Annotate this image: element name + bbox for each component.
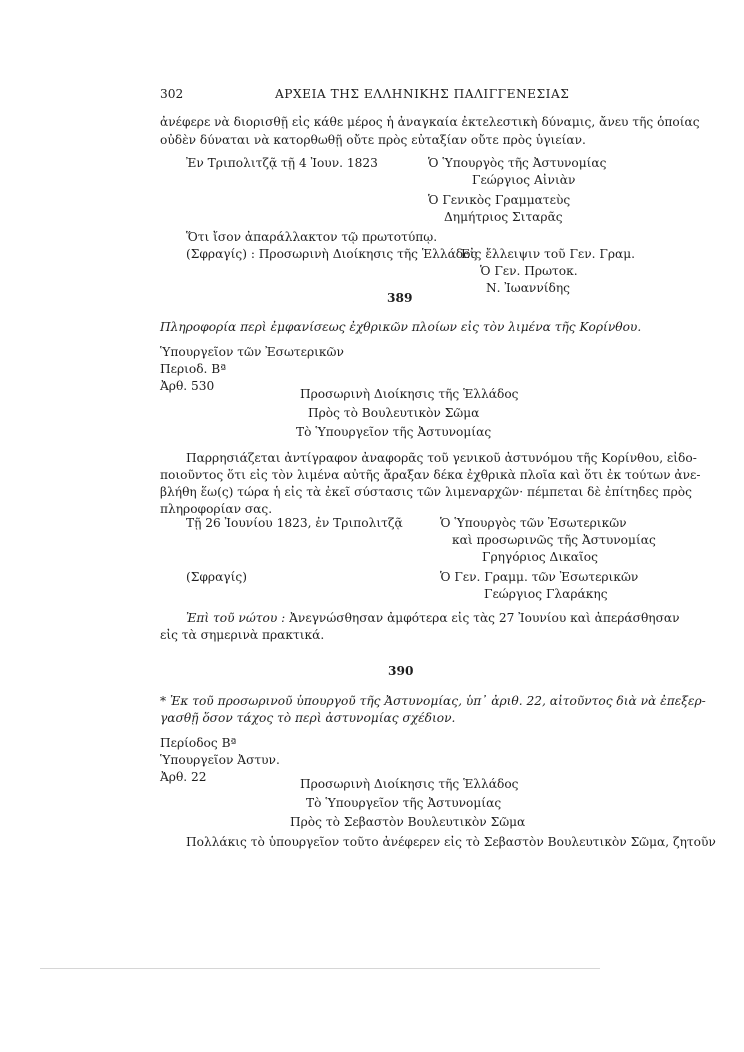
doc390-address-3: Πρὸς τὸ Σεβαστὸν Βουλευτικὸν Σῶμα — [290, 815, 526, 829]
doc389-body-line-2: ποιοῦντος ὅτι εἰς τὸν λιμένα αὐτῆς ἄραξαν δέκα ἐχθρικὰ πλοῖα καὶ ὅτι ἐκ τούτων ἀνε- — [160, 468, 701, 482]
doc388-seal-line: (Σφραγίς) : Προσωρινὴ Διοίκησις τῆς Ἑλλάδος — [186, 247, 478, 261]
doc389-body-line-4: πληροφορίαν σας. — [160, 502, 273, 516]
doc388-absence-line: Εἰς ἔλλειψιν τοῦ Γεν. Γραμ. — [461, 247, 636, 261]
doc389-address-2: Πρὸς τὸ Βουλευτικὸν Σῶμα — [308, 406, 480, 420]
doc389-ministry: Ὑπουργεῖον τῶν Ἐσωτερικῶν — [160, 345, 344, 359]
doc389-signatory-1-line-2: καὶ προσωρινῶς τῆς Ἀστυνομίας — [452, 533, 656, 547]
doc389-signatory-1-name: Γρηγόριος Δικαῖος — [482, 550, 598, 564]
doc388-paragraph-line-1: ἀνέφερε νὰ διορισθῇ εἰς κάθε μέρος ἡ ἀναγκαία ἐκτελεστικὴ δύναμις, ἄνευ τῆς ὁποίας — [160, 115, 700, 129]
doc389-number: 389 — [387, 291, 413, 305]
doc390-address-1: Προσωρινὴ Διοίκησις τῆς Ἑλλάδος — [300, 777, 519, 791]
doc389-verso-line-2: εἰς τὰ σημερινὰ πρακτικά. — [160, 628, 325, 642]
doc388-signatory-1-name: Γεώργιος Αἰνιὰν — [472, 173, 576, 187]
running-title: ΑΡΧΕΙΑ ΤΗΣ ΕΛΛΗΝΙΚΗΣ ΠΑΛΙΓΓΕΝΕΣΙΑΣ — [275, 87, 570, 101]
doc389-body-line-1: Παρρησιάζεται ἀντίγραφον ἀναφορᾶς τοῦ γενικοῦ ἀστυνόμου τῆς Κορίνθου, εἰδο- — [186, 451, 697, 465]
doc388-signatory-2-title: Ὁ Γενικὸς Γραμματεὺς — [428, 193, 571, 207]
page-number: 302 — [160, 87, 184, 101]
doc388-copy-note: Ὅτι ἴσον ἀπαράλλακτον τῷ πρωτοτύπῳ. — [186, 230, 438, 244]
doc390-body-start: Πολλάκις τὸ ὑπουργεῖον τοῦτο ἀνέφερεν εἰς τὸ Σεβαστὸν Βουλευτικὸν Σῶμα, ζητοῦν — [186, 835, 716, 849]
doc389-verso-label: Ἐπὶ τοῦ νώτου : — [186, 611, 286, 625]
doc389-verso-text: Ἀνεγνώσθησαν ἀμφότερα εἰς τὰς 27 Ἰουνίου καὶ ἀπεράσθησαν — [289, 611, 680, 625]
doc389-address-1: Προσωρινὴ Διοίκησις τῆς Ἑλλάδος — [300, 387, 519, 401]
doc389-verso-line-1 — [186, 610, 680, 626]
doc389-number-ref: Ἀρθ. 530 — [160, 379, 215, 393]
doc389-signatory-2-title: Ὁ Γεν. Γραμμ. τῶν Ἐσωτερικῶν — [440, 570, 639, 584]
doc390-number: 390 — [388, 664, 414, 678]
doc388-place-date: Ἐν Τριπολιτζᾷ τῇ 4 Ἰουν. 1823 — [186, 156, 378, 170]
doc390-summary-line-2: γασθῇ ὅσον τάχος τὸ περὶ ἀστυνομίας σχέδιον. — [160, 711, 456, 725]
doc390-ministry: Ὑπουργεῖον Ἀστυν. — [160, 753, 280, 767]
doc389-body-line-3: βλήθη ἕω(ς) τώρα ἡ εἰς τὰ ἐκεῖ σύστασις τῶν λιμεναρχῶν· πέμπεται δὲ ἐπίτηδες πρὸς — [160, 485, 692, 499]
doc390-summary-line-1: * Ἐκ τοῦ προσωρινοῦ ὑπουργοῦ τῆς Ἀστυνομίας, ὑπ᾽ ἀριθ. 22, αἰτοῦντος διὰ νὰ ἐπεξερ- — [160, 694, 706, 708]
doc389-signatory-1-line-1: Ὁ Ὑπουργὸς τῶν Ἐσωτερικῶν — [440, 516, 627, 530]
scan-artefact — [40, 968, 600, 969]
doc390-period: Περίοδος Βª — [160, 736, 237, 750]
doc388-secretary-name: Ν. Ἰωαννίδης — [486, 281, 570, 295]
doc389-summary: Πληροφορία περὶ ἐμφανίσεως ἐχθρικῶν πλοίων εἰς τὸν λιμένα τῆς Κορίνθου. — [160, 320, 642, 334]
doc388-signatory-1-title: Ὁ Ὑπουργὸς τῆς Ἀστυνομίας — [428, 156, 607, 170]
doc389-seal: (Σφραγίς) — [186, 570, 247, 584]
doc390-address-2: Τὸ Ὑπουργεῖον τῆς Ἀστυνομίας — [306, 796, 502, 810]
doc388-signatory-2-name: Δημήτριος Σιταρᾶς — [444, 210, 563, 224]
doc390-number-ref: Ἀρθ. 22 — [160, 770, 207, 784]
doc389-place-date: Τῇ 26 Ἰουνίου 1823, ἐν Τριπολιτζᾷ — [186, 516, 403, 530]
doc389-signatory-2-name: Γεώργιος Γλαράκης — [484, 587, 608, 601]
doc388-paragraph-line-2: οὐδὲν δύναται νὰ κατορθωθῇ οὔτε πρὸς εὐταξίαν οὔτε πρὸς ὑγιείαν. — [160, 133, 586, 147]
doc388-secretary-title: Ὁ Γεν. Πρωτοκ. — [480, 264, 578, 278]
doc389-address-3: Τὸ Ὑπουργεῖον τῆς Ἀστυνομίας — [296, 425, 492, 439]
doc389-period: Περιοδ. Βª — [160, 362, 227, 376]
